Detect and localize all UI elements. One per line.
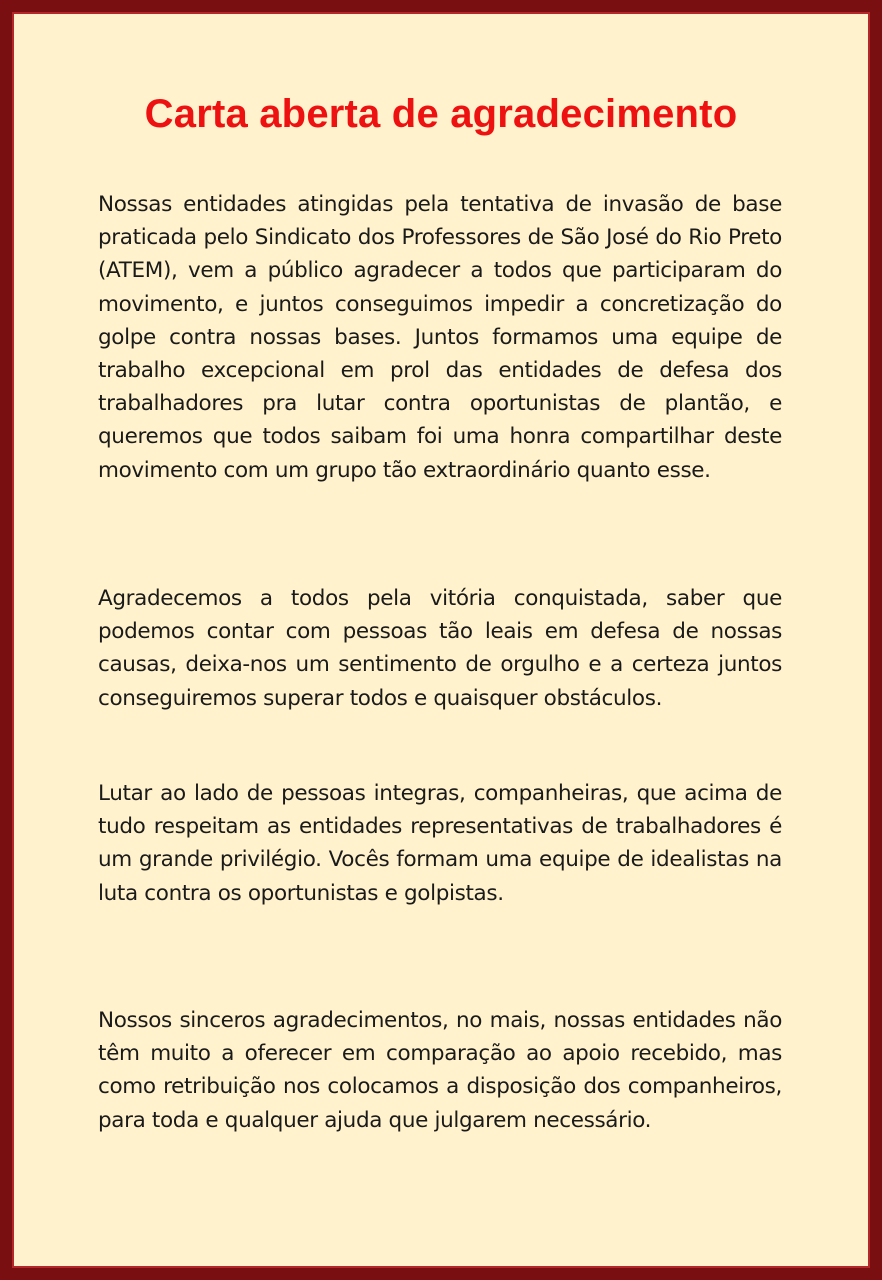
paragraph-4: Nossos sinceros agradecimentos, no mais, nossas entidades não têm muito a oferecer em comparação ao apoio recebido, mas como retribuição nos colocamos a disposição dos companheiros, para toda e qualquer ajuda que julgarem necessário.	[98, 1008, 782, 1133]
paragraph-2: Agradecemos a todos pela vitória conquistada, saber que podemos contar com pessoas tão leais em defesa de nossas causas, deixa-nos um sentimento de orgulho e a certeza juntos conseguiremos superar todos e quaisquer obstáculos.	[98, 586, 782, 711]
page-title: Carta aberta de agradecimento	[144, 92, 738, 136]
paragraph-1: Nossas entidades atingidas pela tentativa de invasão de base praticada pelo Sindicato dos Professores de São José do Rio Preto (ATEM), vem a público agradecer a todos que participaram do movimento, e juntos conseguimos impedir a concretização do golpe contra nossas bases. Juntos formamos uma equipe de trabalho excepcional em prol das entidades de defesa dos trabalhadores pra lutar contra oportunistas de plantão, e queremos que todos saibam foi uma honra compartilhar deste movimento com um grupo tão extraordinário quanto esse.	[98, 192, 782, 483]
paragraph-3: Lutar ao lado de pessoas integras, companheiras, que acima de tudo respeitam as entidades representativas de trabalhadores é um grande privilégio. Vocês formam uma equipe de idealistas na luta contra os oportunistas e golpistas.	[98, 781, 782, 906]
